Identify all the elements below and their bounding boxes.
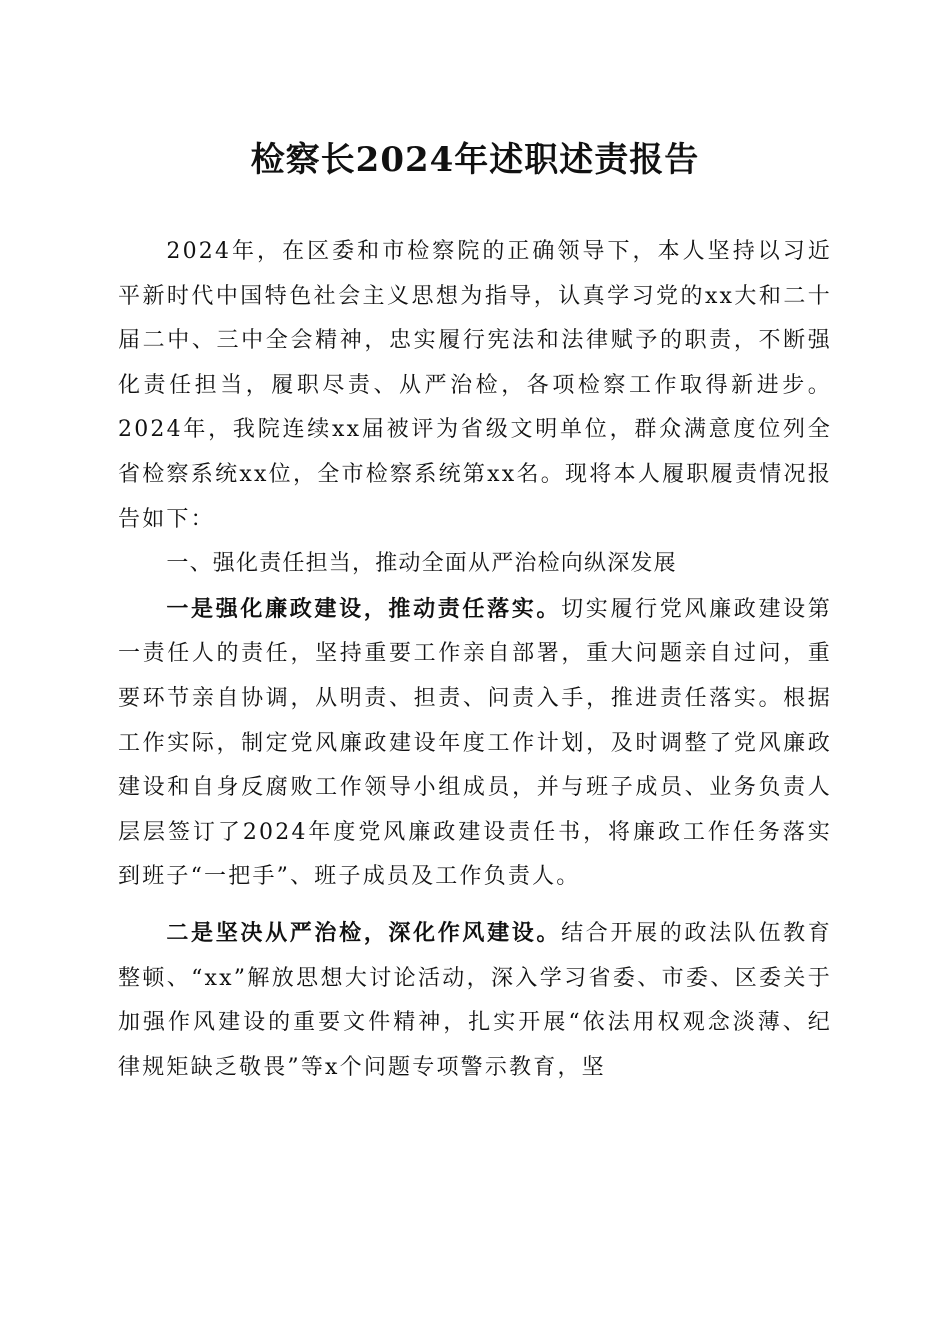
paragraph-2-body: 结合开展的政法队伍教育整顿、“xx”解放思想大讨论活动，深入学习省委、市委、区委关于加强作风建设的重要文件精神，扎实开展“依法用权观念淡薄、纪律规矩缺乏敬畏”等x个问题专项警示教育，坚 — [118, 920, 833, 1080]
paragraph-gap — [118, 900, 832, 911]
document-body — [118, 230, 832, 1090]
intro-paragraph: 2024年，在区委和市检察院的正确领导下，本人坚持以习近平新时代中国特色社会主义思想为指导，认真学习党的xx大和二十届二中、三中全会精神，忠实履行宪法和法律赋予的职责，不断强化责任担当，履职尽责、从严治检，各项检察工作取得新进步。2024年，我院连续xx届被评为省级文明单位，群众满意度位列全省检察系统xx位，全市检察系统第xx名。现将本人履职履责情况报告如下： — [118, 239, 832, 532]
paragraph-1-body: 切实履行党风廉政建设第一责任人的责任，坚持重要工作亲自部署，重大问题亲自过问，重要环节亲自协调，从明责、担责、问责入手，推进责任落实。根据工作实际，制定党风廉政建设年度工作计划，及时调整了党风廉政建设和自身反腐败工作领导小组成员，并与班子成员、业务负责人层层签订了2024年度党风廉政建设责任书，将廉政工作任务落实到班子“一把手”、班子成员及工作负责人。 — [118, 596, 833, 890]
document-title: 检察长2024年述职述责报告 — [250, 140, 700, 180]
paragraph-1 — [118, 587, 832, 900]
paragraph-2-lead: 二是坚决从严治检，深化作风建设。 — [166, 919, 562, 946]
section-heading-1: 一、强化责任担当，推动全面从严治检向纵深发展 — [166, 551, 677, 577]
paragraph-2 — [118, 911, 832, 1090]
paragraph-1-lead: 一是强化廉政建设，推动责任落实。 — [166, 595, 562, 622]
